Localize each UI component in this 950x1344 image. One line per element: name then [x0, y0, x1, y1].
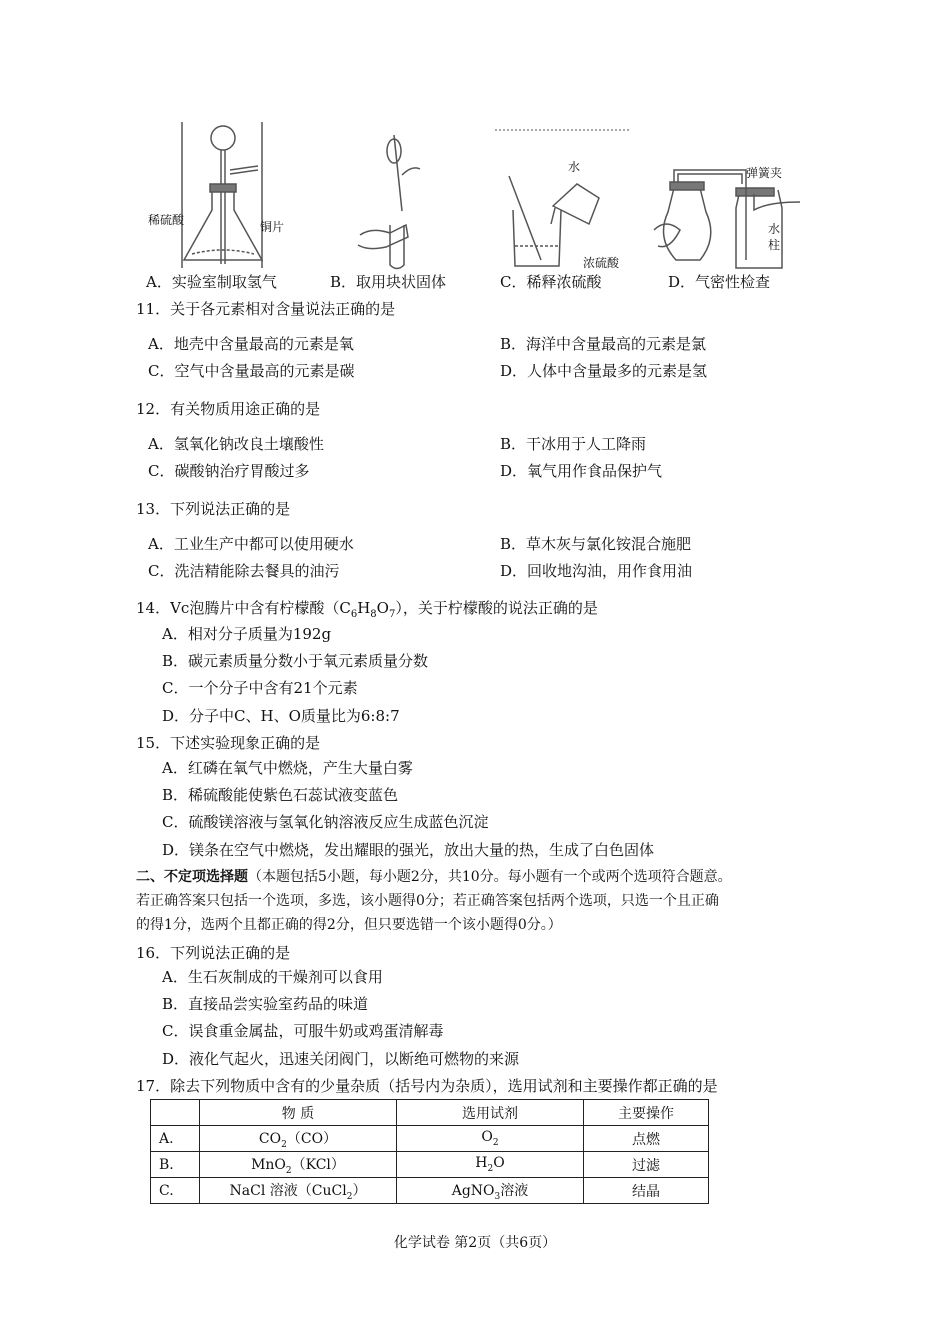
operation-cell: 过滤 [584, 1152, 709, 1178]
q12-option-d: D．氧气用作食品保护气 [500, 462, 663, 480]
q10-caption-d: D．气密性检查 [668, 273, 771, 291]
section2-title: 二、不定项选择题 [136, 869, 248, 885]
reagent-subscript: 3 [494, 1191, 501, 1202]
reagent-cell [397, 1152, 584, 1178]
row-label: A. [151, 1126, 200, 1152]
q14-option-b: B．碳元素质量分数小于氧元素质量分数 [162, 652, 429, 670]
q14-stem [136, 598, 598, 625]
q14-o: O [376, 599, 389, 617]
table-header-cell: 物 质 [200, 1100, 397, 1126]
substance-text: NaCl 溶液（CuCl [229, 1182, 347, 1199]
reagent-suffix: 溶液 [500, 1182, 529, 1199]
substance-impurity: ） [352, 1182, 367, 1199]
q13-option-a: A．工业生产中都可以使用硬水 [148, 535, 354, 553]
q17-table [150, 1099, 709, 1204]
q12-option-a: A．氢氧化钠改良土壤酸性 [148, 435, 324, 453]
q15-stem: 15．下述实验现象正确的是 [136, 734, 321, 752]
substance-impurity: （KCl） [291, 1156, 345, 1173]
q16-option-c: C．误食重金属盐，可服牛奶或鸡蛋清解毒 [162, 1022, 444, 1040]
figure-d-airtight-check [650, 160, 810, 275]
figure-c-label-water: 水 [568, 160, 581, 174]
q11-option-a: A．地壳中含量最高的元素是氧 [148, 335, 354, 353]
q15-option-a: A．红磷在氧气中燃烧，产生大量白雾 [162, 759, 413, 777]
operation-cell: 点燃 [584, 1126, 709, 1152]
q15-option-d: D．镁条在空气中燃烧，发出耀眼的强光，放出大量的热，生成了白色固体 [162, 841, 655, 859]
reagent-text: H [475, 1155, 488, 1172]
substance-subscript: 2 [346, 1191, 353, 1202]
page-footer: 化学试卷 第2页（共6页） [393, 1235, 557, 1251]
row-label: C. [151, 1178, 200, 1204]
table-header-cell [151, 1100, 200, 1126]
q10-caption-b: B．取用块状固体 [330, 273, 447, 291]
q12-option-c: C．碳酸钠治疗胃酸过多 [148, 462, 310, 480]
figure-c-label-acid: 浓硫酸 [583, 256, 620, 270]
substance-cell [200, 1126, 397, 1152]
operation-cell: 结晶 [584, 1178, 709, 1204]
q14-option-c: C．一个分子中含有21个元素 [162, 679, 358, 697]
reagent-cell [397, 1126, 584, 1152]
q10-caption-a: A．实验室制取氢气 [146, 273, 277, 291]
figure-d-label-column: 柱 [768, 238, 781, 252]
q14-option-d: D．分子中C、H、O质量比为6:8:7 [162, 707, 400, 725]
q10-caption-c: C．稀释浓硫酸 [500, 273, 602, 291]
q13-option-d: D．回收地沟油，用作食用油 [500, 562, 693, 580]
table-row [151, 1126, 709, 1152]
figure-c-dilute-acid [495, 128, 635, 273]
q14-sub-o: 7 [388, 609, 396, 620]
q16-option-a: A．生石灰制成的干燥剂可以食用 [162, 968, 383, 986]
substance-text: MnO [251, 1156, 286, 1173]
q11-option-d: D．人体中含量最多的元素是氢 [500, 362, 708, 380]
figure-a-label-copper: 铜片 [260, 220, 285, 234]
figure-a-hydrogen-apparatus [140, 118, 300, 276]
table-header-row [151, 1100, 709, 1126]
q11-option-c: C．空气中含量最高的元素是碳 [148, 362, 355, 380]
q14-sub-h: 8 [370, 609, 377, 620]
q14-stem-pre: 14．Vc泡腾片中含有柠檬酸（C [136, 599, 351, 617]
figure-d-label-water: 水 [768, 222, 781, 236]
table-header-cell: 主要操作 [584, 1100, 709, 1126]
reagent-text: AgNO [451, 1182, 495, 1199]
q14-option-a: A．相对分子质量为192g [162, 625, 332, 643]
q14-sub-c: 6 [350, 609, 358, 620]
substance-cell [200, 1152, 397, 1178]
q13-stem: 13．下列说法正确的是 [136, 500, 291, 518]
q11-stem: 11．关于各元素相对含量说法正确的是 [136, 300, 396, 318]
q12-option-b: B．干冰用于人工降雨 [500, 435, 647, 453]
reagent-subscript: 2 [487, 1163, 494, 1174]
substance-subscript: 2 [281, 1139, 287, 1150]
substance-text: CO [258, 1130, 282, 1147]
section2-line2: 若正确答案只包括一个选项，多选，该小题得0分；若正确答案包括两个选项，只选一个且正确 [136, 893, 719, 909]
substance-cell [200, 1178, 397, 1204]
section2-heading [136, 866, 732, 888]
q12-stem: 12．有关物质用途正确的是 [136, 400, 321, 418]
q13-option-b: B．草木灰与氯化铵混合施肥 [500, 535, 692, 553]
row-label: B. [151, 1152, 200, 1178]
q16-option-b: B．直接品尝实验室药品的味道 [162, 995, 369, 1013]
reagent-text: O [481, 1129, 493, 1146]
figure-b-solid-taking [350, 125, 460, 275]
reagent-suffix: O [493, 1155, 505, 1172]
q16-stem: 16．下列说法正确的是 [136, 944, 291, 962]
section2-line1: （本题包括5小题，每小题2分，共10分。每小题有一个或两个选项符合题意。 [248, 869, 732, 885]
figure-d-label-clip: 弹簧夹 [746, 166, 783, 180]
q16-option-d: D．液化气起火，迅速关闭阀门，以断绝可燃物的来源 [162, 1050, 520, 1068]
q15-option-c: C．硫酸镁溶液与氢氧化钠溶液反应生成蓝色沉淀 [162, 813, 489, 831]
reagent-cell [397, 1178, 584, 1204]
q13-option-c: C．洗洁精能除去餐具的油污 [148, 562, 340, 580]
q17-stem: 17．除去下列物质中含有的少量杂质（括号内为杂质），选用试剂和主要操作都正确的是 [136, 1077, 718, 1095]
substance-impurity: （CO） [286, 1130, 338, 1147]
section2-line3: 的得1分，选两个且都正确的得2分，但只要选错一个该小题得0分。） [136, 917, 562, 933]
table-header-cell: 选用试剂 [397, 1100, 584, 1126]
q15-option-b: B．稀硫酸能使紫色石蕊试液变蓝色 [162, 786, 399, 804]
q11-option-b: B．海洋中含量最高的元素是氯 [500, 335, 707, 353]
table-row [151, 1178, 709, 1204]
reagent-subscript: 2 [492, 1137, 499, 1148]
substance-subscript: 2 [285, 1165, 292, 1176]
q14-stem-post: ），关于柠檬酸的说法正确的是 [395, 599, 598, 617]
table-row [151, 1152, 709, 1178]
figure-a-label-acid: 稀硫酸 [148, 213, 185, 227]
q14-h: H [357, 599, 371, 617]
